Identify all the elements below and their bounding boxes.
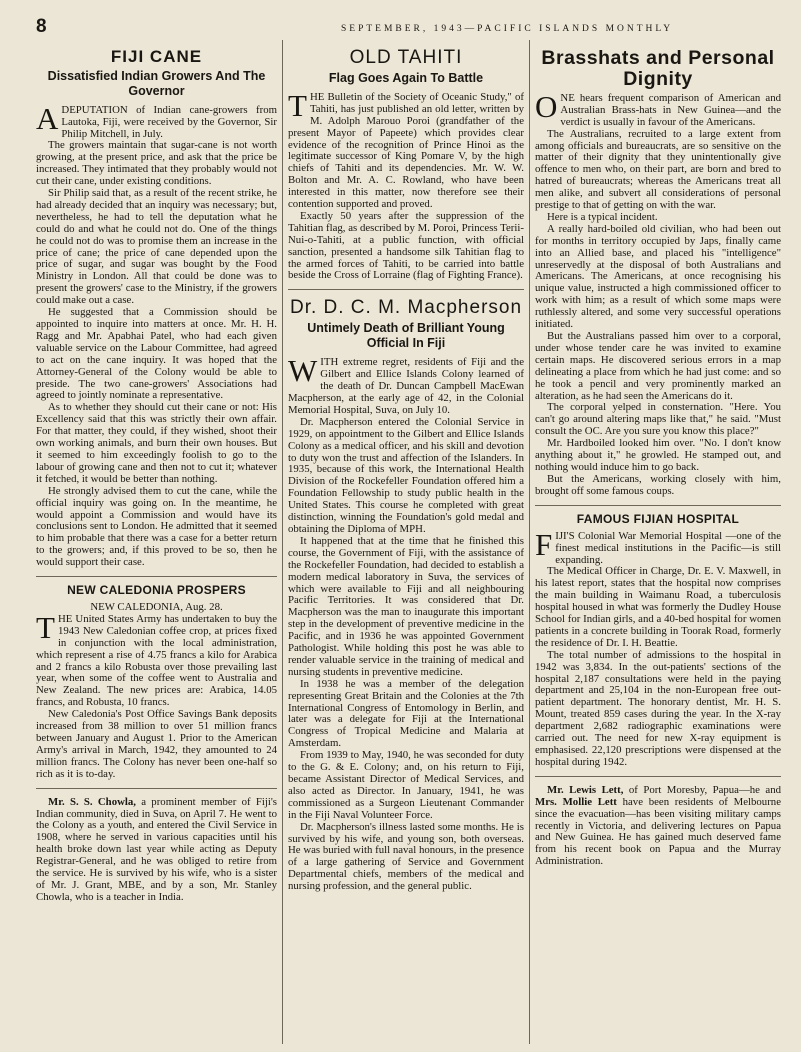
article-paragraph: WITH extreme regret, residents of Fiji and the Gilbert and Ellice Islands Colony learned of the death of Dr. Duncan Campbell MacEwan Macpherson, at the early age of 42, in the Colonial Memorial Hospital, Suva, on July 10. bbox=[288, 353, 524, 416]
article-paragraph: New Caledonia's Post Office Savings Bank deposits increased from 38 million to over 51 million francs between January and August 1. Prior to the American Army's arrival in March, 1942, they amounted to 24 million francs. The Colony has never been one-half so rich as it is to-day. bbox=[36, 708, 277, 780]
article-subtitle-old-tahiti: Flag Goes Again To Battle bbox=[328, 70, 484, 85]
column-3 bbox=[535, 40, 781, 1046]
section-divider bbox=[36, 788, 277, 789]
article-paragraph: FIJI'S Colonial War Memorial Hospital —one of the finest medical institutions in the Pacific—is still expanding. bbox=[535, 526, 781, 566]
article-subtitle-fiji-cane: Dissatisfied Indian Growers And The Governor bbox=[47, 68, 266, 98]
section-divider bbox=[288, 289, 524, 290]
article-paragraph: Exactly 50 years after the suppression of the Tahitian flag, as described by M. Poroi, Princess Terii-Nui-o-Tahiti, at a public function, with official sanction, presented a handsome silk Tahitian flag to the armed forces of Tahiti, to be carried into battle beside the Cross of Lorraine (flag of Fighting France). bbox=[288, 209, 524, 282]
column-2 bbox=[288, 40, 524, 1046]
column-divider bbox=[282, 40, 283, 1044]
article-paragraph: ONE hears frequent comparison of American and Australian Brass-hats in New Guinea—and the verdict is usually in favour of the Americans. bbox=[535, 88, 781, 128]
article-title-fijian-hospital: FAMOUS FIJIAN HOSPITAL bbox=[576, 511, 740, 526]
article-title-old-tahiti: OLD TAHITI bbox=[349, 47, 463, 68]
drop-cap: T bbox=[288, 87, 307, 123]
article-paragraph: The corporal yelped in consternation. "Here. You can't go around altering maps like that," he said. "Must consult the OC. Are you sure you know this place?" bbox=[535, 401, 781, 438]
drop-cap: T bbox=[36, 609, 55, 645]
article-title-new-caledonia: NEW CALEDONIA PROSPERS bbox=[67, 583, 246, 598]
dateline: NEW CALEDONIA, Aug. 28. bbox=[90, 601, 223, 614]
drop-cap: F bbox=[535, 526, 553, 562]
article-paragraph: Dr. Macpherson's illness lasted some months. He is survived by his wife, and young son, both overseas. He was buried with full naval honours, in the presence of a large gathering of Service and Government Departmental chiefs, members of the medical and nursing profession, and the general public. bbox=[288, 820, 524, 893]
article-paragraph: THE Bulletin of the Society of Oceanic Study," of Tahiti, has just published an old letter, written by M. Adolph Marouo Poroi (grandfather of the present Mayor of Papeete) which provides clear evidence of the recognition of Prince Hinoi as the legitimate successor of King Pomare V, by the high chiefs of Tahiti and its dependencies. Mr. W. W. Bolton and Mr. A. C. Rowland, who have been interested in this matter, now therefore see their contention supported and proved. bbox=[288, 87, 524, 211]
article-paragraph: From 1939 to May, 1940, he was seconded for duty to the G. & E. Colony; and, on his return to Fiji, became Assistant Director of Medical Services, and also acted as Director. In January, 1941, he was commissioned as a Surgeon Lieutenant Commander in the Fiji Naval Volunteer Force. bbox=[288, 749, 524, 821]
section-divider bbox=[36, 576, 277, 577]
drop-cap: W bbox=[288, 353, 318, 389]
article-paragraph: He suggested that a Commission should be appointed to inquire into matters at once. Mr. H. H. Ragg and Mr. Apabhai Patel, who had each given valuable service on the Labour Committee, had agreed to act on the cane inquiry. It was hoped that the Attorney-General of the Colony would be able to preside. The two cane-growers' Associations had agreed to jointly nominate a representative. bbox=[36, 306, 277, 402]
obituary-chowla: Mr. S. S. Chowla, a prominent member of Fiji's Indian community, died in Suva, on April 7. He went to the Colony as a youth, and entered the Civil Service in 1908, where he served in various capacities until his health broke down last year while acting as Deputy Registrar-General, and he was obliged to retire from the service. He is survived by his wife, who is a sister of Mr. J. Grant, MBE, and by a son, Mr. Stanley Chowla, who is a teacher in India. bbox=[36, 795, 277, 903]
article-paragraph: The Australians, recruited to a large extent from among officials and bureaucrats, are so sensitive on the matter of their dignity that they unintentionally give offence to men who, on their part, are born and bred to hatred of bureaucrats; whereas the Americans treat all men alike, and subvert all considerations of personal prestige to that of getting on with the war. bbox=[535, 127, 781, 212]
running-head: SEPTEMBER, 1943—PACIFIC ISLANDS MONTHLY bbox=[341, 24, 674, 34]
article-paragraph: A really hard-boiled old civilian, who had been out for months in territory occupied by Japs, finally came into an Allied base, and placed his "intelligence" unreservedly at the disposal of both Australians and Americans. The Americans, at once recognising his unique value, instructed a high commissioned officer to work with him; as a result of which some maps were ruthlessly altered, and some very successful operations initiated. bbox=[535, 222, 781, 331]
article-title-fiji-cane: FIJI CANE bbox=[110, 47, 203, 66]
article-subtitle-macpherson: Untimely Death of Brilliant Young Official In Fiji bbox=[307, 321, 505, 351]
article-title-macpherson: Dr. D. C. M. Macpherson bbox=[289, 297, 523, 319]
article-paragraph: It happened that at the time that he finished this course, the Government of Fiji, with the assistance of the Rockefeller Foundation, had decided to establish a modern medical laboratory in Suva, the services of which were available to Fiji and all neighbouring Pacific Territories. It was considered that Dr. Macpherson was the man to inaugurate this important step in the development of preventive medicine in the Pacific, and in 1936 he was appointed Government Pathologist. While holding this post he was able to render valuable service in the training of medical and nursing students in preventive medicine. bbox=[288, 534, 524, 678]
article-paragraph: He strongly advised them to cut the cane, while the official inquiry was going on. In the meantime, he would appoint a Commission and would have its conclusions sent to London. He admitted that it seemed to him probable that there was a case for a better return to the growers; and, if this proved to be so, then he would support their case. bbox=[36, 484, 277, 569]
article-paragraph: Dr. Macpherson entered the Colonial Service in 1929, on appointment to the Gilbert and Ellice Islands Colony as a medical officer, and his skill and devotion to duty won the trust and affection of the Islanders. In 1935, because of this work, the International Health Division of the Rockefeller Foundation offered him a Foundation Fellowship to study public health in the United States. This course he completed with great distinction, winning the Foundation's gold medal and obtaining the Diploma of MPH. bbox=[288, 415, 524, 535]
drop-cap: A bbox=[36, 100, 59, 136]
article-paragraph: In 1938 he was a member of the delegation representing Great Britain and the Colonies at the 7th International Congress of Entomology in Berlin, and later was a delegate for Fiji at the International Congress of Tropical Medicine and Malaria at Amsterdam. bbox=[288, 677, 524, 750]
article-paragraph: But the Americans, working closely with him, brought off some famous coups. bbox=[535, 472, 781, 497]
column-1 bbox=[36, 40, 277, 1046]
section-divider bbox=[535, 776, 781, 777]
article-paragraph: The Medical Officer in Charge, Dr. E. V. Maxwell, in his latest report, states that the hospital now comprises the main building in Waimanu Road, a tuberculosis hospital housed in what was formerly the Dudley House School for Indian girls, and a 40-bed hospital for women patients in a concrete building in Toorak Road, formerly the residence of Dr. I. H. Beattie. bbox=[535, 565, 781, 649]
page-number: 8 bbox=[36, 16, 47, 37]
column-divider bbox=[529, 40, 530, 1044]
note-lett: Mr. Lewis Lett, of Port Moresby, Papua—he and Mrs. Mollie Lett have been residents of Melbourne since the evacuation—has been visiting military camps recently in Victoria, and delivering lectures on Papua and New Guinea. He has gained much deserved fame from his recent book on Papua and the Murray Administration. bbox=[535, 783, 781, 868]
article-paragraph: The growers maintain that sugar-cane is not worth growing, at the present price, and ask that the price be increased. They intimated that they probably would not cut their cane, under existing conditions. bbox=[36, 139, 277, 188]
article-paragraph: THE United States Army has undertaken to buy the 1943 New Caledonian coffee crop, at prices fixed in conjunction with the local administration, which represent a rise of 4.75 francs a kilo for Arabica and 2 francs a kilo Robusta over those prevailing last year, when some of the coffee went to Australia and New Zealand. The new prices are: Arabica, 14.05 francs, and Robusta, 10 francs. bbox=[36, 609, 277, 709]
article-paragraph: The total number of admissions to the hospital in 1942 was 3,834. In the out-patients' sections of the hospital 2,187 consultations were held in the paying department and 25,104 in the non-European free out-patient department. The honorary dentist, Mr. H. S. Mount, treated 859 cases during the year. In the X-ray department 2,682 radiographic examinations were carried out. The need for new X-ray equipment is emphasised. 22,120 prescriptions were dispensed at the hospital during 1942. bbox=[535, 648, 781, 768]
person-name: Mr. Lewis Lett, bbox=[547, 783, 624, 796]
article-title-brasshats: Brasshats and Personal Dignity bbox=[541, 47, 775, 91]
drop-cap: O bbox=[535, 88, 558, 124]
article-paragraph: As to whether they should cut their cane or not: His Excellency said that this was strictly their own affair. For that matter, they could, if they wished, shoot their own working animals, and burn their own houses. But it seemed to him exceedingly foolish to go to the labour of growing cane and then not to cut it; whatever it fetched, it would be better than nothing. bbox=[36, 401, 277, 485]
page-header bbox=[36, 16, 785, 38]
section-divider bbox=[535, 505, 781, 506]
article-paragraph: Here is a typical incident. bbox=[547, 210, 658, 223]
person-name: Mr. S. S. Chowla, bbox=[48, 795, 136, 808]
article-paragraph: But the Australians passed him over to a corporal, under whose tender care he was invited to examine certain maps. He discovered serious errors in a map delineating a place from which he had just come: and so he took a pencil and very prominently marked an alteration, as he had seen the Americans do it. bbox=[535, 330, 781, 402]
article-paragraph: ADEPUTATION of Indian cane-growers from Lautoka, Fiji, were received by the Governor, Sir Philip Mitchell, in July. bbox=[36, 100, 277, 140]
article-paragraph: Sir Philip said that, as a result of the recent strike, he had already decided that an inquiry was necessary; but, nevertheless, he had to tell the deputation what he could do and what he could not do. One of the things he could not do was to promise them an increase in the price of cane; the price of cane depended upon the price of sugar, and sugar was bought by the Food Ministry in London. All that could be done was to present the growers' case to the Ministry, if the growers could make out a case. bbox=[36, 187, 277, 307]
person-name: Mrs. Mollie Lett bbox=[535, 795, 617, 808]
article-paragraph: Mr. Hardboiled looked him over. "No. I don't know anything about it," he growled. He stamped out, and nothing would induce him to go back. bbox=[535, 437, 781, 473]
